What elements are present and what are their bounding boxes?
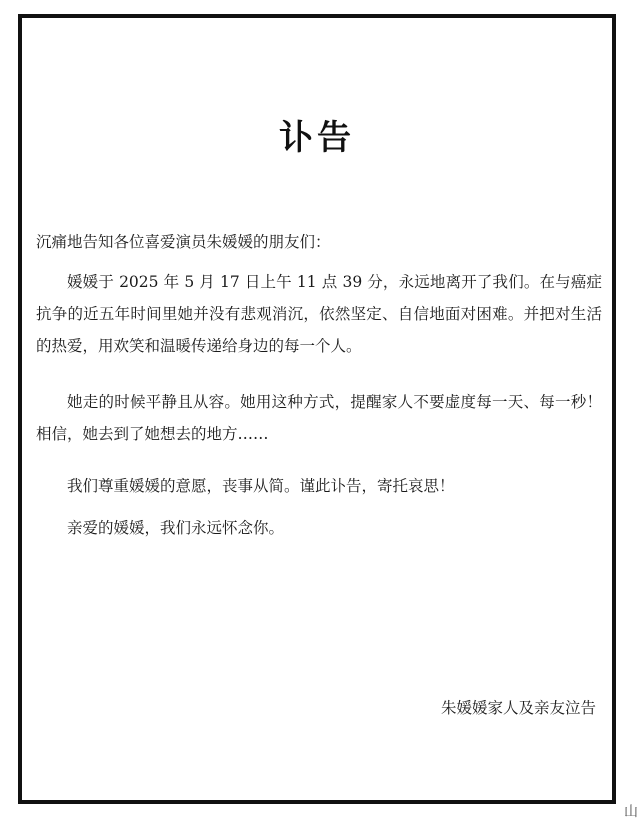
paragraph-1: 媛媛于 2025 年 5 月 17 日上午 11 点 39 分，永远地离开了我们。在与癌症抗争的近五年时间里她并没有悲观消沉，依然坚定、自信地面对困难。并把对生活的热爱，用欢笑和温暖传递给身边的每一个人。	[36, 273, 602, 355]
corner-watermark: 山	[624, 804, 638, 820]
salutation: 沉痛地告知各位喜爱演员朱媛媛的朋友们：	[36, 233, 331, 251]
paragraph-3: 我们尊重媛媛的意愿，丧事从简。谨此讣告，寄托哀思！	[67, 477, 455, 495]
paragraph-2: 她走的时候平静且从容。她用这种方式，提醒家人不要虚度每一天、每一秒！相信，她去到了她想去的地方……	[36, 393, 602, 443]
signature: 朱媛媛家人及亲友泣告	[440, 699, 596, 717]
notice-title: 讣告	[279, 118, 355, 158]
paragraph-4: 亲爱的媛媛，我们永远怀念你。	[67, 519, 285, 537]
notice-frame	[18, 14, 616, 804]
